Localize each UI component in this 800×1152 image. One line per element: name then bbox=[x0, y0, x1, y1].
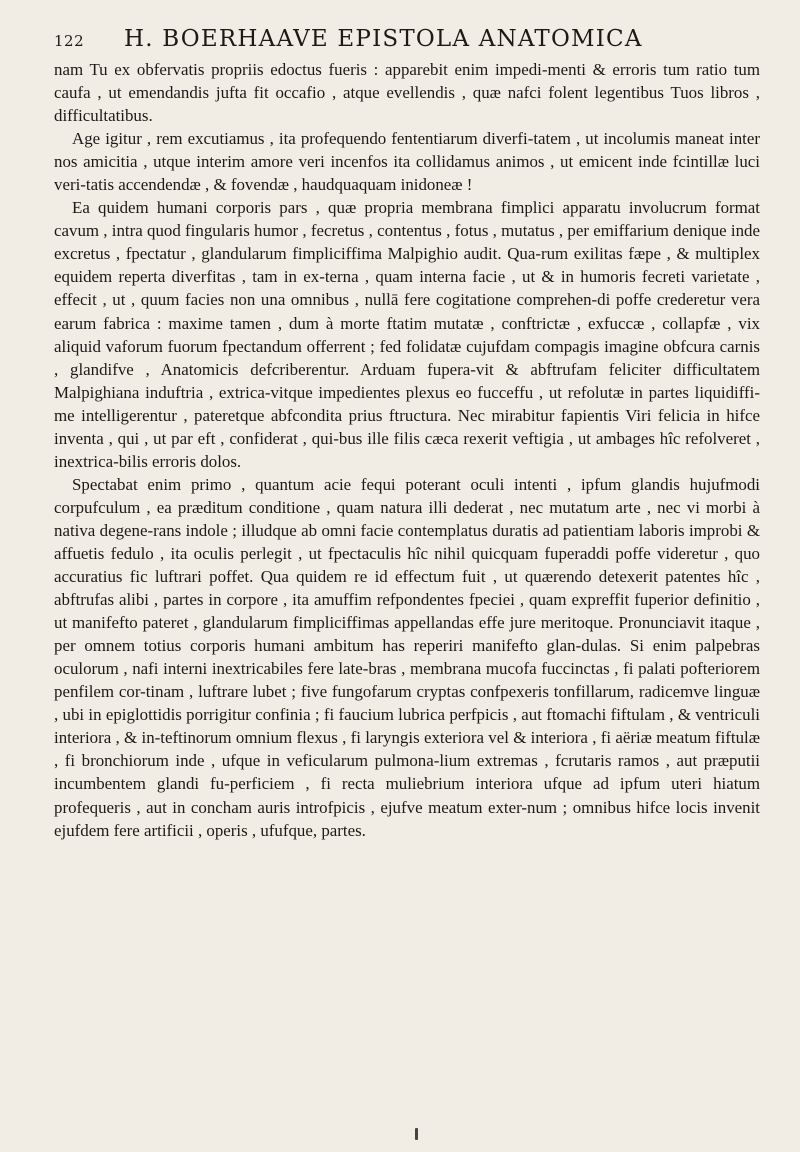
running-title: H. BOERHAAVE EPISTOLA ANATOMICA bbox=[124, 26, 643, 52]
paragraph-4: Spectabat enim primo , quantum acie fequi poterant oculi intenti , ipfum glandis hujufmodi corpufculum , ea præditum conditione , quam natura illi dederat , nec mutatum arte , nec vi morbi à nativa degene-rans indole ; illudque ab omni facie contemplatus duratis ad patientiam laboris improbi & affuetis fedulo , ita oculis perlegit , ut fpectaculis hîc nihil quicquam fuperaddi poffe videretur , quo accuratius fic luftrari poffet. Qua quidem re id effectum fuit , ut quærendo detexerit patentes hîc , abftrufas alibi , partes in corpore , ita amuffim refpondentes fpeciei , quam expreffit fuperior definitio , ut manifefto pateret , glandularum fimpliciffimas appellandas effe jure meritoque. Pronunciavit itaque , per omnem totius corporis humani ambitum has reperiri manifefto glan-dulas. Si enim palpebras oculorum , nafi interni inextricabiles fere late-bras , membrana mucofa fuccinctas , fi palati pofteriorem penfilem cor-tinam , luftrare lubet ; five fungofarum cryptas confpexeris tonfillarum, radicemve linguæ , ubi in epiglottidis porrigitur confinia ; fi faucium lubrica perfpicis , aut ftomachi fiftulam , & ventriculi interiora , & in-teftinorum omnium flexus , fi laryngis exteriora vel & interiora , fi aëriæ meatum fiftulæ , fi bronchiorum inde , ufque in veficularum pulmona-lium extremas , fcrutaris ramos , aut præputii incumbentem glandi fu-perficiem , fi recta muliebrium interiora ufque ad ipfum uteri hiatum profequeris , aut in concham auris introfpicis , ejufve meatum exter-num ; omnibus hifce locis invenit ejufdem fere artificii , operis , ufufque, partes. bbox=[54, 474, 760, 840]
running-head bbox=[54, 26, 760, 52]
paragraph-3: Ea quidem humani corporis pars , quæ propria membrana fimplici apparatu involucrum format cavum , intra quod fingularis humor , fecretus , contentus , fotus , mutatus , per emiffarium denique inde excretus , fpectatur , glandularum fimpliciffima Malpighio audit. Qua-rum exilitas fæpe , & multiplex equidem reperta diverfitas , tam in ex-terna , quam interna facie , ut & in humoris fecreti varietate , effecit , ut , quum facies non una omnibus , nullā fere cogitatione comprehen-di poffe crederetur vera earum fabrica : maxime tamen , dum à morte ftatim mutatæ , conftrictæ , exfuccæ , collapfæ , vix aliquid vaforum fuorum fpectandum offerrent ; fed folidatæ cujufdam compagis imagine obfcura carnis , glandifve , Anatomicis defcriberentur. Arduam fupera-vit & abftrufam feliciter difficultatem Malpighiana induftria , extrica-vitque impedientes plexus eo fucceffu , ut refolutæ in partes liquidiffi-me intelligerentur , pateretque abfcondita prius ftructura. Nec mirabitur fapientis Viri felicia in hifce inventa , qui , ut par eft , confiderat , qui-bus ille filis cæca rexerit veftigia , ut ambages hîc refolveret , inextrica-bilis erroris dolos. bbox=[54, 198, 760, 471]
ink-mark bbox=[415, 1128, 418, 1140]
paragraph-2: Age igitur , rem excutiamus , ita profequendo fententiarum diverfi-tatem , ut incolumis maneat inter nos amicitia , utque interim amore veri incenfos ita collidamus animos , ut emicent inde fcintillæ luci veri-tatis accendendæ , & fovendæ , haudquaquam inidoneæ ! bbox=[54, 129, 760, 195]
paragraph-1: nam Tu ex obfervatis propriis edoctus fueris : apparebit enim impedi-menti & erroris tum ratio tum caufa , ut emendandis jufta fit occafio , atque evellendis , quæ nafci folent legentibus Tuos libros , difficultatibus. bbox=[54, 60, 760, 126]
page-number: 122 bbox=[54, 32, 85, 50]
